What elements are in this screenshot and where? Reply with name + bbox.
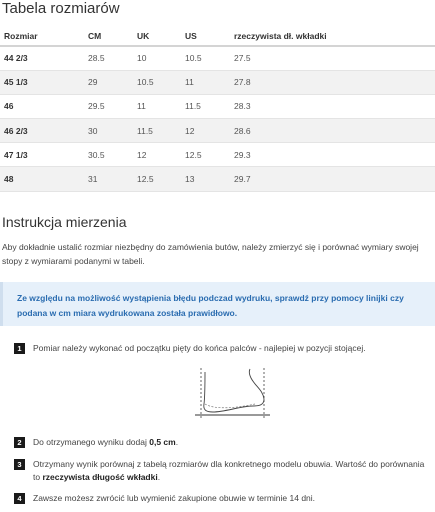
- header-size: Rozmiar: [0, 27, 84, 46]
- step-text: [33, 458, 433, 484]
- instructions-title: Instrukcja mierzenia: [2, 214, 127, 230]
- step-number-badge: 4: [14, 493, 25, 504]
- step-text: Zawsze możesz zwrócić lub wymienić zakupione obuwie w terminie 14 dni.: [33, 493, 316, 503]
- cell-size-fraction: 1/3: [15, 149, 28, 160]
- cell-size: [0, 70, 84, 94]
- size-table-row: [0, 70, 435, 94]
- cell-size-whole: 45: [4, 77, 14, 88]
- print-warning-text: Ze względu na możliwość wystąpienia błędu podczad wydruku, sprawdź przy pomocy linijki czy podana w cm miara wydrukowana została prawidłowo.: [17, 293, 404, 318]
- size-table-title: Tabela rozmiarów: [2, 0, 120, 17]
- step-text-part: Do otrzymanego wyniku dodaj: [33, 437, 150, 447]
- cell-us: 12.5: [181, 143, 230, 167]
- cell-uk: 12.5: [133, 167, 181, 191]
- step-number-badge: 1: [14, 343, 25, 354]
- size-table-header-row: [0, 27, 435, 46]
- cell-us: 12: [181, 119, 230, 143]
- step-number-badge: 2: [14, 437, 25, 448]
- step-text: Pomiar należy wykonać od początku pięty do końca palców - najlepiej w pozycji stojącej.: [33, 343, 366, 353]
- cell-size: [0, 46, 84, 70]
- cell-us: 11: [181, 70, 230, 94]
- cell-size: [0, 143, 84, 167]
- cell-size-fraction: 2/3: [15, 125, 28, 136]
- cell-size-whole: 46: [4, 101, 14, 112]
- cell-uk: 11.5: [133, 119, 181, 143]
- size-table-row: [0, 167, 435, 191]
- cell-insole: 29.3: [230, 143, 435, 167]
- cell-cm: 29: [84, 70, 133, 94]
- header-insole: rzeczywista dł. wkładki: [230, 27, 435, 46]
- header-uk: UK: [133, 27, 181, 46]
- cell-insole: 28.6: [230, 119, 435, 143]
- cell-us: 13: [181, 167, 230, 191]
- size-table: [0, 27, 435, 192]
- cell-uk: 12: [133, 143, 181, 167]
- cell-size-whole: 46: [4, 125, 14, 136]
- cell-uk: 10: [133, 46, 181, 70]
- cell-size-whole: 44: [4, 53, 14, 64]
- cell-us: 10.5: [181, 46, 230, 70]
- cell-cm: 30: [84, 119, 133, 143]
- step-text: [33, 436, 433, 449]
- cell-cm: 30.5: [84, 143, 133, 167]
- cell-cm: 28.5: [84, 46, 133, 70]
- cell-size-whole: 47: [4, 149, 14, 160]
- header-cm: CM: [84, 27, 133, 46]
- header-us: US: [181, 27, 230, 46]
- cell-size-fraction: 2/3: [15, 53, 28, 64]
- cell-insole: 28.3: [230, 94, 435, 118]
- size-table-row: [0, 46, 435, 70]
- cell-uk: 10.5: [133, 70, 181, 94]
- step-number-badge: 3: [14, 459, 25, 470]
- step-text-bold: rzeczywista długość wkładki: [42, 472, 158, 482]
- step-text-part: .: [157, 472, 161, 482]
- cell-insole: 27.8: [230, 70, 435, 94]
- instructions-intro: Aby dokładnie ustalić rozmiar niezbędny do zamówienia butów, należy zmierzyć się i porównać wymiary swojej stopy z wymiarami podanymi w tabeli.: [2, 242, 419, 266]
- cell-uk: 11: [133, 94, 181, 118]
- cell-insole: 29.7: [230, 167, 435, 191]
- size-table-row: [0, 94, 435, 118]
- step-text-part: Otrzymany wynik porównaj z tabelą rozmiarów dla konkretnego modelu obuwia. Wartość do porównania to: [33, 459, 425, 482]
- size-table-row: [0, 143, 435, 167]
- cell-us: 11.5: [181, 94, 230, 118]
- print-warning-note: [0, 282, 435, 326]
- size-table-row: [0, 119, 435, 143]
- step-text-part: .: [175, 437, 179, 447]
- cell-cm: 29.5: [84, 94, 133, 118]
- cell-size: [0, 119, 84, 143]
- cell-size: [0, 94, 84, 118]
- step-text-bold: 0,5 cm: [149, 437, 176, 447]
- foot-measurement-illustration: [193, 366, 271, 424]
- cell-size: [0, 167, 84, 191]
- cell-insole: 27.5: [230, 46, 435, 70]
- cell-size-whole: 48: [4, 174, 14, 185]
- cell-size-fraction: 1/3: [15, 77, 28, 88]
- cell-cm: 31: [84, 167, 133, 191]
